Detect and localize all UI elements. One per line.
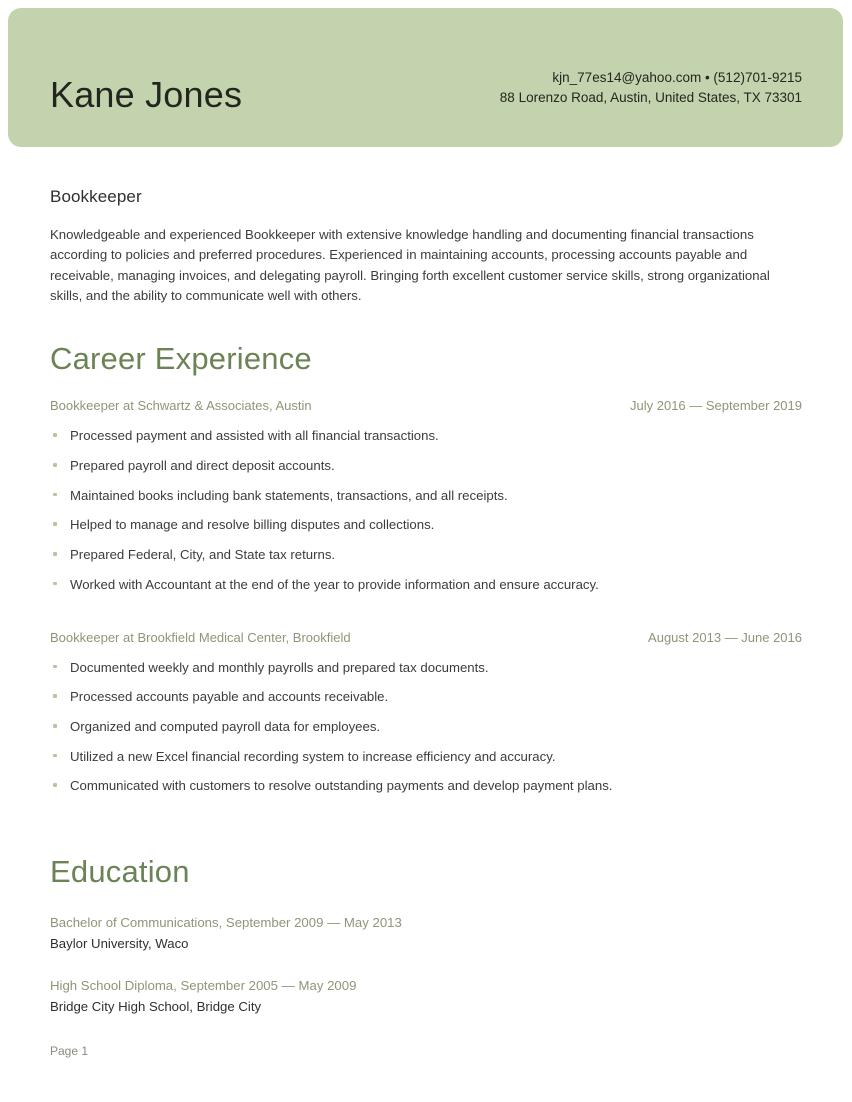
career-entry-dates: July 2016 — September 2019	[630, 398, 802, 414]
career-entry-dates: August 2013 — June 2016	[648, 629, 802, 645]
education-heading: Education	[50, 853, 190, 889]
bullet-dot-icon	[53, 783, 57, 787]
bullet-dot-icon	[53, 493, 57, 497]
education-degree: High School Diploma, September 2005 — May 2009	[50, 977, 357, 993]
list-item	[50, 545, 802, 564]
bullet-dot-icon	[53, 582, 57, 586]
list-item	[50, 658, 802, 677]
list-item	[50, 515, 802, 534]
page-footer: Page 1	[50, 1044, 89, 1058]
bullet-text: Worked with Accountant at the end of the year to provide information and ensure accuracy.	[70, 576, 599, 592]
bullet-text: Prepared Federal, City, and State tax returns.	[70, 547, 336, 563]
career-entry-bullets	[50, 426, 802, 593]
education-entry	[50, 913, 802, 954]
profile-summary: Knowledgeable and experienced Bookkeeper with extensive knowledge handling and documenting financial transactions according to policies and preferred procedures. Experienced in maintaining accounts, processing accounts payable and receivable, managing invoices, and delegating payroll. Bringing forth excellent customer service skills, strong organizational skills, and the ability to communicate well with others.	[50, 227, 770, 304]
bullet-text: Maintained books including bank statements, transactions, and all receipts.	[70, 487, 508, 503]
bullet-dot-icon	[53, 463, 57, 467]
contact-email-phone: kjn_77es14@yahoo.com • (512)701-9215	[552, 69, 802, 85]
list-item	[50, 687, 802, 706]
bullet-dot-icon	[53, 724, 57, 728]
section-education	[50, 854, 802, 1017]
contact-info	[500, 68, 802, 115]
bullet-dot-icon	[53, 694, 57, 698]
list-item	[50, 426, 802, 445]
bullet-text: Processed accounts payable and accounts receivable.	[70, 689, 389, 705]
profile-job-title: Bookkeeper	[50, 187, 142, 206]
career-entry-role: Bookkeeper at Brookfield Medical Center, Brookfield	[50, 629, 351, 645]
bullet-dot-icon	[53, 522, 57, 526]
career-heading: Career Experience	[50, 340, 312, 376]
career-entry-role: Bookkeeper at Schwartz & Associates, Austin	[50, 398, 312, 414]
header-content	[50, 8, 802, 147]
career-entry-header	[50, 398, 802, 413]
career-entry	[50, 398, 802, 593]
bullet-text: Organized and computed payroll data for employees.	[70, 719, 381, 735]
bullet-text: Utilized a new Excel financial recording system to increase efficiency and accuracy.	[70, 748, 556, 764]
list-item	[50, 717, 802, 736]
candidate-name: Kane Jones	[50, 74, 243, 116]
bullet-text: Processed payment and assisted with all financial transactions.	[70, 428, 439, 444]
list-item	[50, 486, 802, 505]
career-entry-bullets	[50, 658, 802, 796]
bullet-dot-icon	[53, 433, 57, 437]
list-item	[50, 747, 802, 766]
list-item	[50, 456, 802, 475]
resume-body	[50, 147, 802, 1016]
section-career-experience	[50, 341, 802, 796]
education-school: Bridge City High School, Bridge City	[50, 998, 262, 1014]
career-entry	[50, 630, 802, 796]
list-item	[50, 776, 802, 795]
education-entry	[50, 976, 802, 1017]
education-school: Baylor University, Waco	[50, 935, 189, 951]
career-entry-header	[50, 630, 802, 645]
bullet-text: Communicated with customers to resolve outstanding payments and develop payment plans.	[70, 778, 613, 794]
header-banner	[8, 8, 843, 147]
bullet-dot-icon	[53, 552, 57, 556]
bullet-text: Helped to manage and resolve billing disputes and collections.	[70, 517, 435, 533]
bullet-dot-icon	[53, 665, 57, 669]
bullet-text: Prepared payroll and direct deposit accounts.	[70, 458, 335, 474]
bullet-text: Documented weekly and monthly payrolls and prepared tax documents.	[70, 659, 489, 675]
education-degree: Bachelor of Communications, September 2009 — May 2013	[50, 915, 402, 931]
contact-address: 88 Lorenzo Road, Austin, United States, TX 73301	[499, 89, 802, 105]
bullet-dot-icon	[53, 754, 57, 758]
list-item	[50, 575, 802, 594]
